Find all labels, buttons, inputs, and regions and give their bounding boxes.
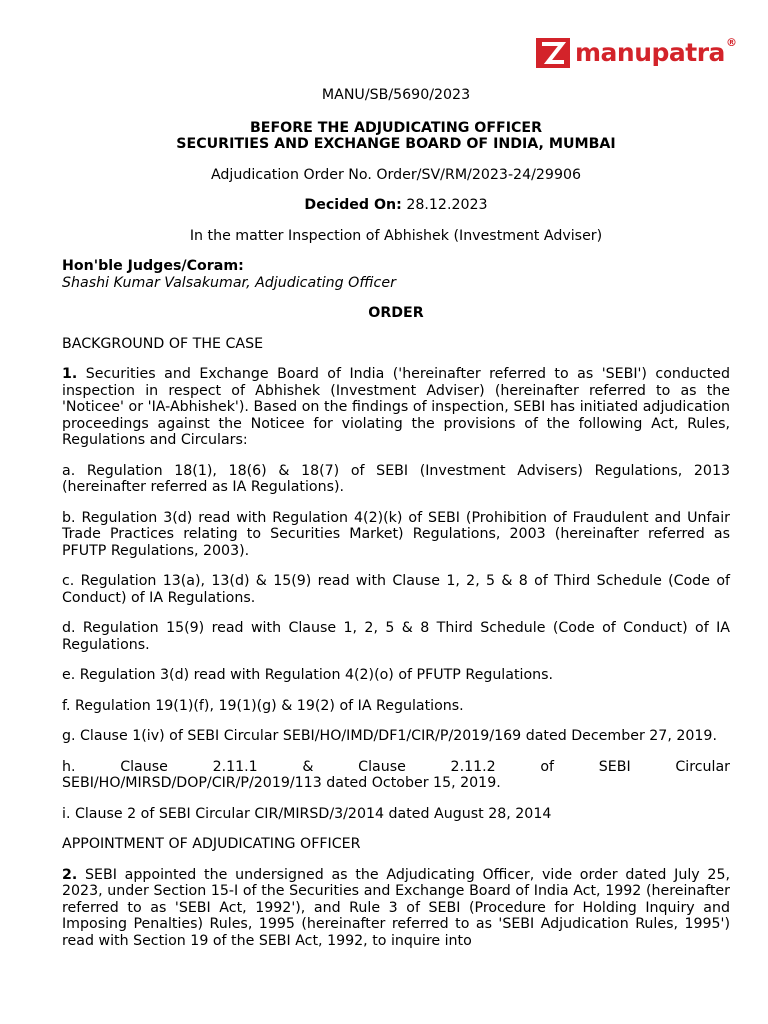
court-line-2: SECURITIES AND EXCHANGE BOARD OF INDIA, MUMBAI — [176, 136, 616, 152]
section-heading-background: BACKGROUND OF THE CASE — [62, 335, 264, 352]
list-item-h-line-2: SEBI/HO/MIRSD/DOP/CIR/P/2019/113 dated October 15, 2019. — [62, 775, 501, 791]
order-number: Adjudication Order No. Order/SV/RM/2023-24/29906 — [210, 166, 582, 183]
list-item-e: e. Regulation 3(d) read with Regulation 4(2)(o) of PFUTP Regulations. — [62, 667, 554, 683]
list-item-h-line-1: h. Clause 2.11.1 & Clause 2.11.2 of SEBI Circular — [62, 758, 730, 775]
manupatra-logo-icon — [536, 38, 570, 68]
logo-registered-mark: ® — [725, 35, 737, 49]
section-heading-appointment: APPOINTMENT OF ADJUDICATING OFFICER — [62, 836, 361, 852]
list-item-b: b. Regulation 3(d) read with Regulation 4(2)(k) of SEBI (Prohibition of Fraudulent and Unfair Trade Practices relating to Securities Market) Regulations, 2003 (hereinafter referred as PFUTP Regulations, 2003). — [62, 509, 730, 559]
matter-line: In the matter Inspection of Abhishek (Investment Adviser) — [189, 227, 603, 244]
paragraph-2-number: 2. — [62, 866, 78, 883]
document-body — [62, 87, 730, 963]
paragraph-1-text: Securities and Exchange Board of India ('hereinafter referred to as 'SEBI') conducted inspection in respect of Abhishek (Investment Adviser) (hereinafter referred to as the 'Noticee' or 'IA-Abhishek'). Based on the findings of inspection, SEBI has initiated adjudication proceedings against the Noticee for violating the provisions of the following Act, Rules, Regulations and Circulars: — [62, 366, 730, 448]
court-line-1: BEFORE THE ADJUDICATING OFFICER — [249, 119, 543, 136]
decided-date: 28.12.2023 — [406, 197, 488, 213]
decided-label: Decided On: — [304, 197, 402, 213]
paragraph-1 — [62, 366, 730, 449]
paragraph-2 — [62, 867, 730, 950]
coram-label: Hon'ble Judges/Coram: — [62, 258, 244, 274]
list-item-f: f. Regulation 19(1)(f), 19(1)(g) & 19(2) of IA Regulations. — [62, 697, 464, 714]
list-item-a: a. Regulation 18(1), 18(6) & 18(7) of SEBI (Investment Advisers) Regulations, 2013 (hereinafter referred as IA Regulations). — [62, 462, 730, 495]
list-item-h — [62, 759, 730, 792]
order-heading: ORDER — [368, 305, 424, 321]
list-item-c: c. Regulation 13(a), 13(d) & 15(9) read with Clause 1, 2, 5 & 8 of Third Schedule (Code of Conduct) of IA Regulations. — [62, 573, 730, 606]
citation: MANU/SB/5690/2023 — [321, 87, 471, 103]
manupatra-logo — [536, 33, 737, 73]
list-item-i: i. Clause 2 of SEBI Circular CIR/MIRSD/3/2014 dated August 28, 2014 — [62, 805, 552, 822]
list-item-g: g. Clause 1(iv) of SEBI Circular SEBI/HO/IMD/DF1/CIR/P/2019/169 dated December 27, 2019. — [62, 728, 717, 744]
decided-on — [62, 197, 730, 214]
paragraph-2-text: SEBI appointed the undersigned as the Adjudicating Officer, vide order dated July 25, 2023, under Section 15-I of the Securities and Exchange Board of India Act, 1992 (hereinafter referred to as 'SEBI Act, 1992'), and Rule 3 of SEBI (Procedure for Holding Inquiry and Imposing Penalties) Rules, 1995 (hereinafter referred to as 'SEBI Adjudication Rules, 1995') read with Section 19 of the SEBI Act, 1992, to inquire into — [62, 866, 730, 949]
logo-text: manupatra — [575, 38, 725, 67]
list-item-d: d. Regulation 15(9) read with Clause 1, 2, 5 & 8 Third Schedule (Code of Conduct) of IA Regulations. — [62, 620, 730, 653]
coram-name: Shashi Kumar Valsakumar, Adjudicating Officer — [62, 274, 396, 291]
paragraph-1-number: 1. — [62, 366, 78, 382]
